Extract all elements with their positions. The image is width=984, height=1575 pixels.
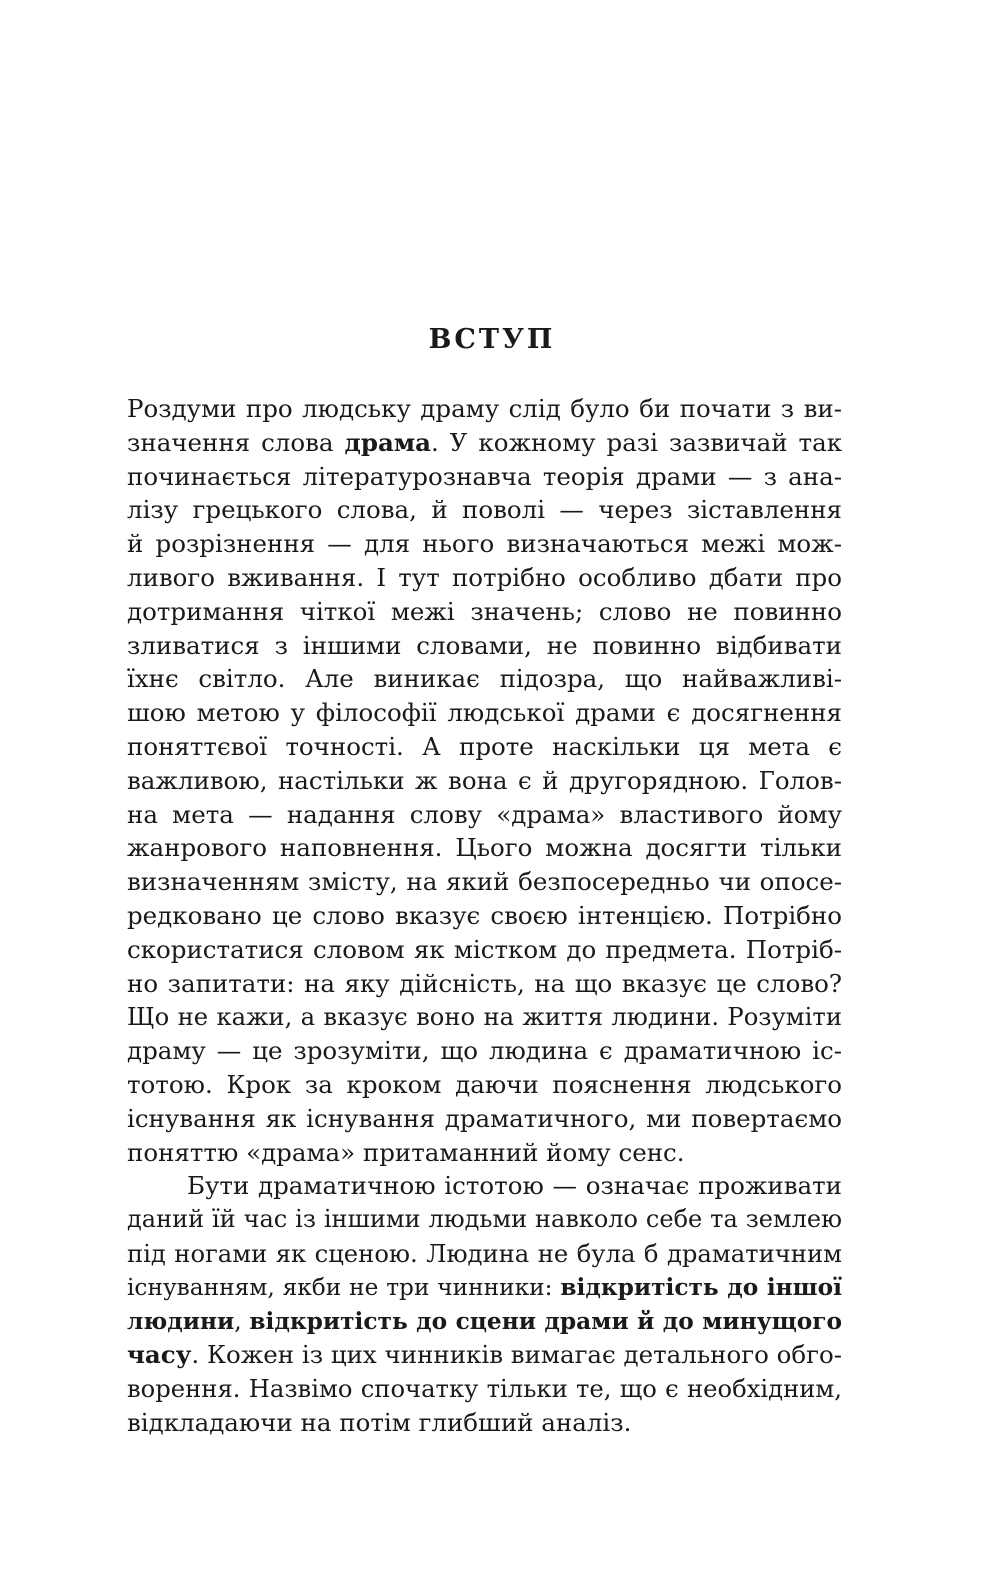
text-line: Що не кажи, а вказує воно на життя людини. Розуміти [127,1002,842,1032]
text-line: зливатися з іншими словами, не повинно відбивати [127,630,842,660]
text-line: починається літературознавча теорія драми — з ана- [127,461,842,491]
bold-term: відкритість до іншої [560,1273,842,1301]
paragraph-2 [127,1169,842,1439]
text-line: поняттєвої точності. А проте наскільки ця мета є [127,731,842,761]
text-line: скористатися словом як містком до предмета. Потріб- [127,934,842,964]
text-line [127,1305,842,1339]
text-line: но запитати: на яку дійсність, на що вказує це слово? [127,968,842,998]
text-line: дотримання чіткої межі значень; слово не повинно [127,596,842,626]
text-run: значення слова [127,427,345,457]
text-line: Бути драматичною істотою — означає проживати [187,1171,842,1201]
bold-term: людини [127,1307,235,1335]
text-line: існування як існування драматичного, ми повертаємо [127,1103,842,1133]
text-line: визначенням змісту, на який безпосередньо чи опосе- [127,867,842,897]
bold-term: часу [127,1340,192,1370]
text-line: шою метою у філософії людської драми є досягнення [127,698,842,728]
paragraph-1 [127,392,842,1169]
text-line: їхнє світло. Але виникає підозра, що найважливі- [127,664,842,694]
text-line: Роздуми про людську драму слід було би почати з ви- [127,394,842,423]
chapter-heading: ВСТУП [428,324,556,355]
bold-term: відкритість до сцени драми й до минущого [249,1307,842,1335]
text-line [127,426,842,460]
text-run: . У кожному разі зазвичай так [430,427,842,457]
text-run: існуванням, якби не три чинники: [127,1273,561,1301]
text-line: лізу грецького слова, й поволі — через зіставлення [127,495,842,525]
text-line: важливою, настільки ж вона є й другорядною. Голов- [127,765,842,795]
text-line [127,1271,842,1305]
text-line: тотою. Крок за кроком даючи пояснення людського [127,1069,842,1099]
text-run: , [234,1307,250,1335]
text-line: драму — це зрозуміти, що людина є драматичною іс- [127,1036,842,1066]
text-line: поняттю «драма» притаманний йому сенс. [127,1137,685,1167]
text-line [127,1338,842,1372]
text-run: . Кожен із цих чинників вимагає детального обго- [191,1340,842,1370]
text-line: ворення. Назвімо спочатку тільки те, що є необхідним, [127,1374,842,1404]
text-line: відкладаючи на потім глибший аналіз. [127,1407,632,1437]
text-line: на мета — надання слову «драма» властивого йому [127,799,842,829]
text-line: ливого вживання. І тут потрібно особливо дбати про [127,562,842,592]
text-line: жанрового наповнення. Цього можна досягти тільки [127,833,842,863]
text-line: даний їй час із іншими людьми навколо себе та землею [127,1205,842,1234]
body-text [127,392,842,1440]
bold-term: драма [344,427,431,457]
text-line: й розрізнення — для нього визначаються межі мож- [127,529,842,559]
text-line: під ногами як сценою. Людина не була б драматичним [127,1238,842,1268]
text-line: редковано це слово вказує своєю інтенцією. Потрібно [127,900,842,930]
